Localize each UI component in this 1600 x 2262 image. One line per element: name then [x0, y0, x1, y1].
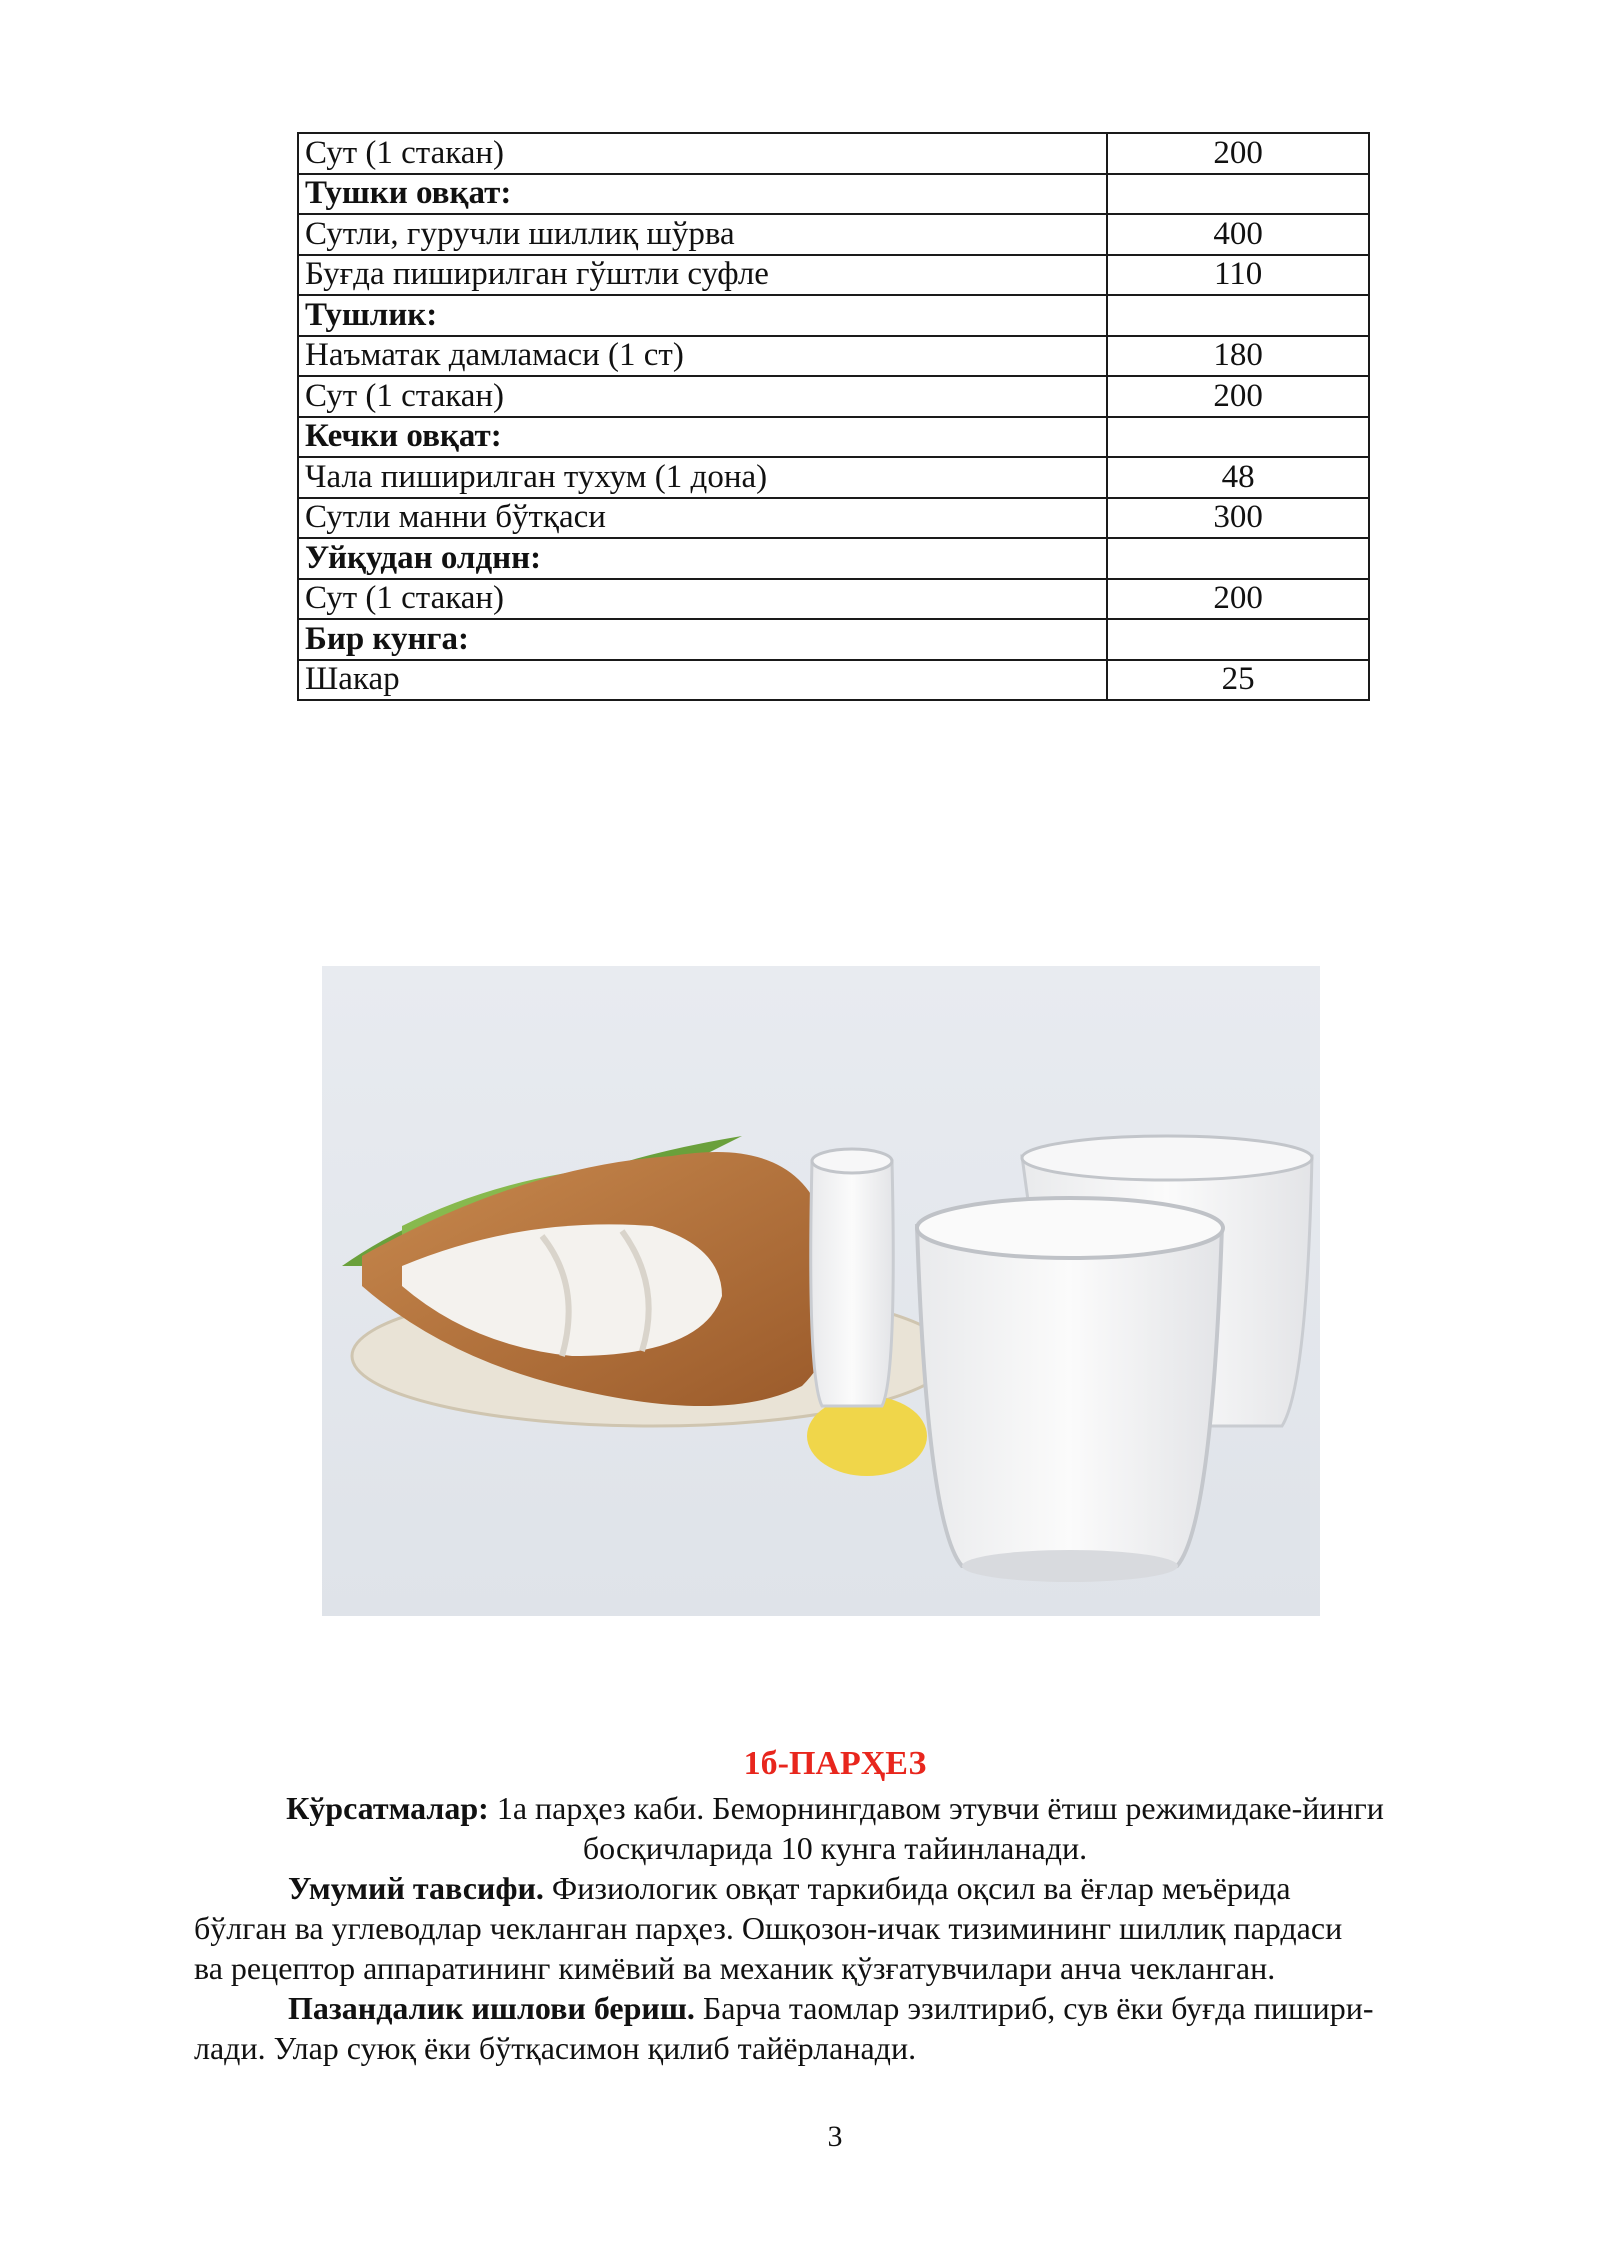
table-section-row	[298, 295, 1369, 336]
row-value: 200	[1107, 376, 1369, 417]
cooking-paragraph	[194, 1988, 1476, 2068]
general-text-2: бўлган ва углеводлар чекланган парҳез. Ошқозон-ичак тизимининг шиллиқ пардаси	[194, 1910, 1343, 1946]
row-value	[1107, 174, 1369, 215]
table-row	[298, 579, 1369, 620]
indications-paragraph	[200, 1788, 1470, 1868]
table-section-row	[298, 619, 1369, 660]
row-value: 200	[1107, 133, 1369, 174]
row-value	[1107, 619, 1369, 660]
page-number: 3	[827, 2120, 843, 2153]
row-name: Шакар	[298, 660, 1107, 701]
general-text-1: Физиологик овқат таркибида оқсил ва ёғлар меъёрида	[543, 1870, 1291, 1906]
row-name: Кечки овқат:	[298, 417, 1107, 458]
row-value: 48	[1107, 457, 1369, 498]
row-name: Сут (1 стакан)	[298, 133, 1107, 174]
general-description-paragraph	[194, 1868, 1476, 1988]
row-name: Наъматак дамламаси (1 ст)	[298, 336, 1107, 377]
row-value: 180	[1107, 336, 1369, 377]
table-row	[298, 336, 1369, 377]
table-row	[298, 498, 1369, 539]
row-name: Сутли манни бўтқаси	[298, 498, 1107, 539]
indications-text-2: босқичларида 10 кунга тайинланади.	[582, 1830, 1088, 1866]
diet-title: 1б-ПАРҲЕЗ	[743, 1745, 927, 1782]
table-row	[298, 133, 1369, 174]
table-row	[298, 214, 1369, 255]
table-section-row	[298, 417, 1369, 458]
row-name: Уйқудан олднн:	[298, 538, 1107, 579]
cooking-label: Пазандалик ишлови бериш.	[288, 1990, 695, 2026]
indications-label: Кўрсатмалар:	[286, 1790, 489, 1826]
cooking-text-1: Барча таомлар эзилтириб, сув ёки буғда пишири-	[694, 1990, 1374, 2026]
row-value: 110	[1107, 255, 1369, 296]
row-name: Чала пиширилган тухум (1 дона)	[298, 457, 1107, 498]
general-text-3: ва рецептор аппаратининг кимёвий ва механик қўзғатувчилари анча чекланган.	[194, 1950, 1276, 1986]
table-row	[298, 376, 1369, 417]
indications-text: 1а парҳез каби. Беморнингдавом этувчи ётиш режимидаке-йинги	[488, 1790, 1384, 1826]
diet-menu-table	[297, 132, 1370, 701]
row-name: Тушки овқат:	[298, 174, 1107, 215]
table-section-row	[298, 538, 1369, 579]
row-name: Бир кунга:	[298, 619, 1107, 660]
row-name: Буғда пиширилган гўштли суфле	[298, 255, 1107, 296]
row-name: Сутли, гуручли шиллиқ шўрва	[298, 214, 1107, 255]
table-row	[298, 255, 1369, 296]
row-value: 300	[1107, 498, 1369, 539]
row-value: 25	[1107, 660, 1369, 701]
row-value	[1107, 538, 1369, 579]
row-value: 200	[1107, 579, 1369, 620]
row-value	[1107, 295, 1369, 336]
table-section-row	[298, 174, 1369, 215]
food-photo	[322, 966, 1320, 1616]
row-value	[1107, 417, 1369, 458]
row-name: Сут (1 стакан)	[298, 579, 1107, 620]
cooking-text-2: лади. Улар суюқ ёки бўтқасимон қилиб тайёрланади.	[194, 2030, 917, 2066]
general-label: Умумий тавсифи.	[288, 1870, 544, 1906]
row-name: Сут (1 стакан)	[298, 376, 1107, 417]
table-row	[298, 660, 1369, 701]
table-row	[298, 457, 1369, 498]
row-value: 400	[1107, 214, 1369, 255]
row-name: Тушлик:	[298, 295, 1107, 336]
